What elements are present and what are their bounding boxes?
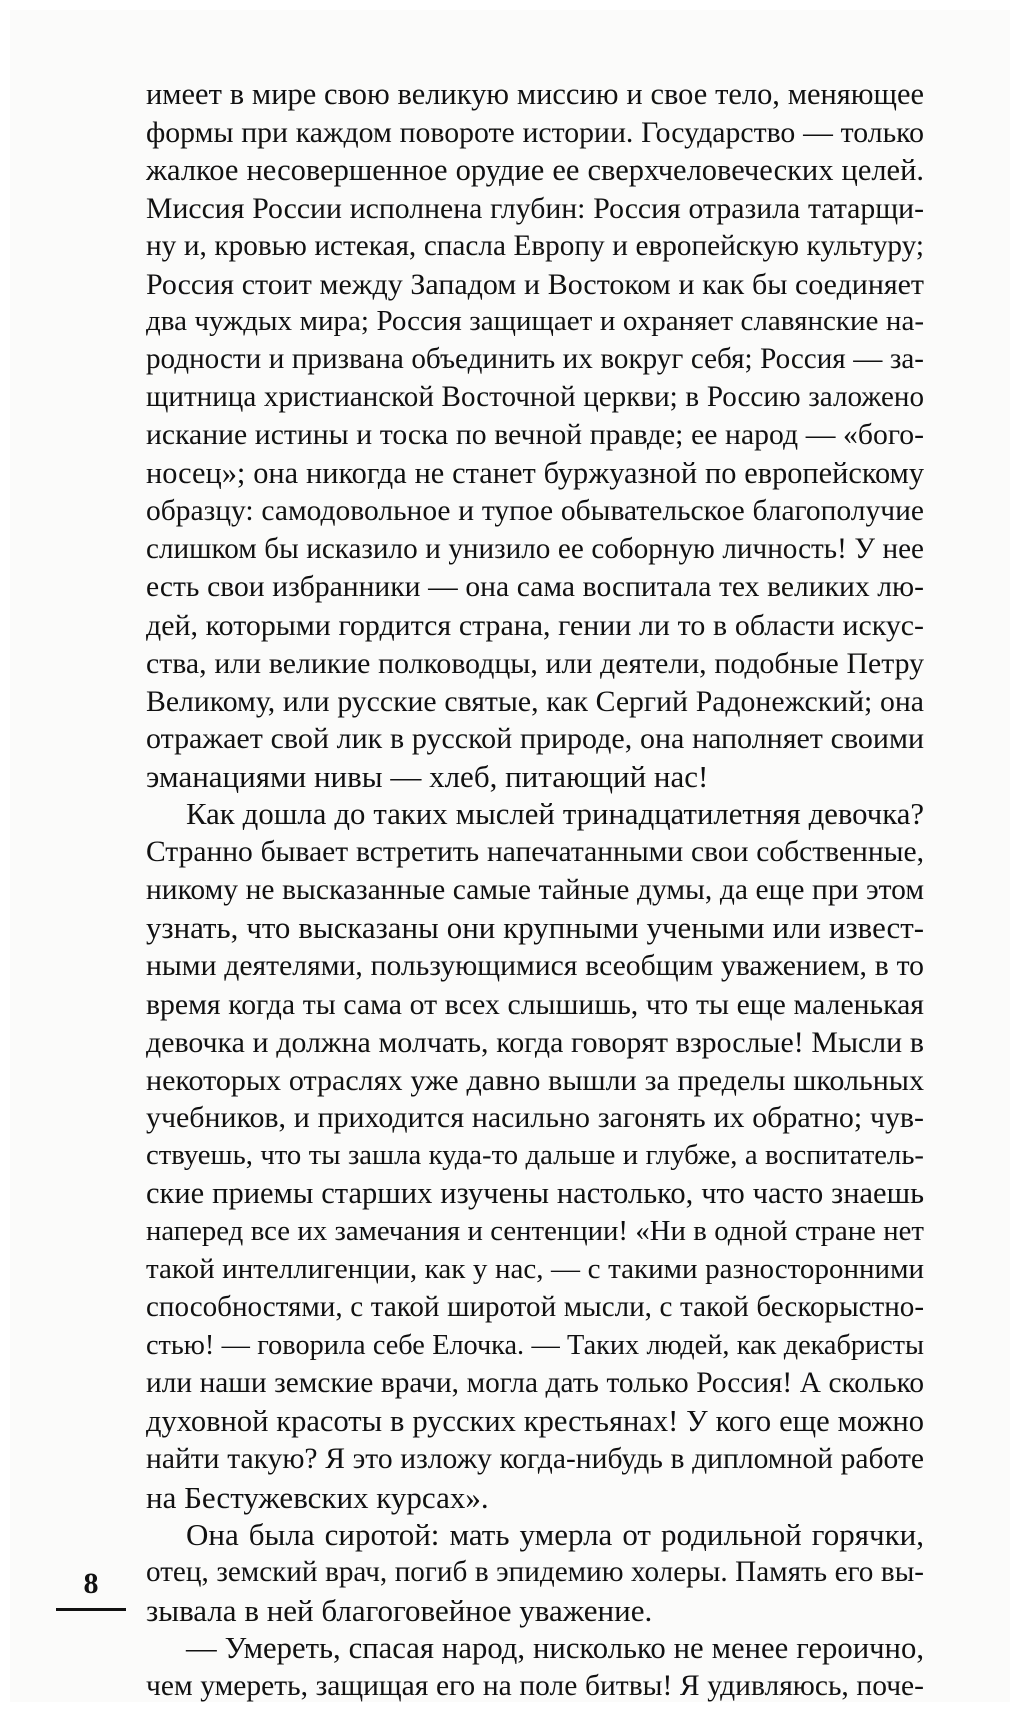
text-line: искание истины и тоска по вечной правде; ее народ — «бого- (146, 419, 924, 452)
paragraph (146, 1630, 924, 1706)
text-line: способностями, с такой широтой мысли, с такой бескорыстно- (146, 1291, 924, 1323)
page-number: 8 (83, 1567, 99, 1600)
text-line: ными деятелями, пользующимися всеобщим уважением, в то (146, 949, 924, 982)
text-line: время когда ты сама от всех слышишь, что ты еще маленькая (146, 987, 924, 1021)
text-line: есть свои избранники — она сама воспитала тех великих лю- (146, 570, 924, 603)
text-line: формы при каждом повороте истории. Государство — только (146, 115, 924, 149)
text-line: зывала в ней благоговейное уважение. (146, 1593, 653, 1629)
text-line: наперед все их замечания и сентенции! «Ни в одной стране нет (146, 1215, 924, 1248)
text-line: стью! — говорила себе Елочка. — Таких людей, как декабристы (146, 1329, 924, 1361)
text-line: носец»; она никогда не станет буржуазной по европейскому (146, 456, 924, 491)
text-line: Как дошла до таких мыслей тринадцатилетняя девочка? (186, 797, 924, 832)
text-line: ствуешь, что ты зашла куда-то дальше и глубже, а воспитатель- (146, 1139, 924, 1172)
text-line: дей, которыми гордится страна, гении ли то в области искус- (146, 608, 924, 642)
text-line: ские приемы старших изучены настолько, что часто знаешь (146, 1176, 924, 1211)
text-line: Великому, или русские святые, как Сергий Радонежский; она (146, 684, 924, 718)
text-line: такой интеллигенции, как у нас, — с такими разносторонними (146, 1253, 924, 1286)
paragraph (146, 1516, 924, 1630)
text-line: родности и призвана объединить их вокруг себя; Россия — за- (146, 343, 924, 376)
text-line: имеет в мире свою великую миссию и свое тело, меняющее (146, 77, 924, 111)
text-line: духовной красоты в русских крестьянах! У кого еще можно (146, 1403, 924, 1438)
text-line: чем умереть, защищая его на поле битвы! Я удивляюсь, поче- (146, 1670, 924, 1703)
paragraph (146, 796, 924, 1516)
page-number-rule (56, 1608, 126, 1611)
text-line: Странно бывает встретить напечатанными свои собственные, (146, 836, 924, 869)
text-line: на Бестужевских курсах». (146, 1479, 489, 1515)
text-line: образцу: самодовольное и тупое обывательское благополучие (146, 494, 924, 527)
text-line: учебников, и приходится насильно загонять их обратно; чув- (146, 1101, 924, 1135)
paragraph (146, 76, 924, 796)
text-line: Миссия России исполнена глубин: Россия отразила татарщи- (146, 191, 924, 225)
text-line: щитница христианской Восточной церкви; в Россию заложено (146, 381, 924, 414)
text-line: отражает свой лик в русской природе, она наполняет своими (146, 722, 924, 756)
text-line: два чуждых мира; Россия защищает и охраняет славянские на- (146, 305, 924, 338)
text-line: отец, земский врач, погиб в эпидемию холеры. Память его вы- (146, 1556, 924, 1589)
text-line: Она была сиротой: мать умерла от родильной горячки, (186, 1517, 924, 1553)
text-line: некоторых отраслях уже давно вышли за пределы школьных (146, 1063, 924, 1097)
text-line: никому не высказанные самые тайные думы, да еще при этом (146, 874, 924, 907)
text-line: слишком бы исказило и унизило ее соборную личность! У нее (146, 532, 924, 565)
text-line: — Умереть, спасая народ, нисколько не менее героично, (186, 1631, 924, 1666)
text-line: или наши земские врачи, могла дать только Россия! А сколько (146, 1366, 924, 1399)
text-line: узнать, что высказаны они крупными учеными или извест- (146, 910, 924, 945)
text-line: эманациями нивы — хлеб, питающий нас! (146, 759, 709, 795)
text-line: девочка и должна молчать, когда говорят взрослые! Мысли в (146, 1025, 924, 1059)
text-line: жалкое несовершенное орудие ее сверхчеловеческих целей. (146, 152, 924, 187)
body-text (146, 76, 924, 1706)
text-line: ну и, кровью истекая, спасла Европу и европейскую культуру; (146, 229, 924, 262)
text-line: Россия стоит между Западом и Востоком и как бы соединяет (146, 267, 924, 301)
text-line: ства, или великие полководцы, или деятели, подобные Петру (146, 646, 924, 680)
text-line: найти такую? Я это изложу когда-нибудь в дипломной работе (146, 1442, 924, 1475)
